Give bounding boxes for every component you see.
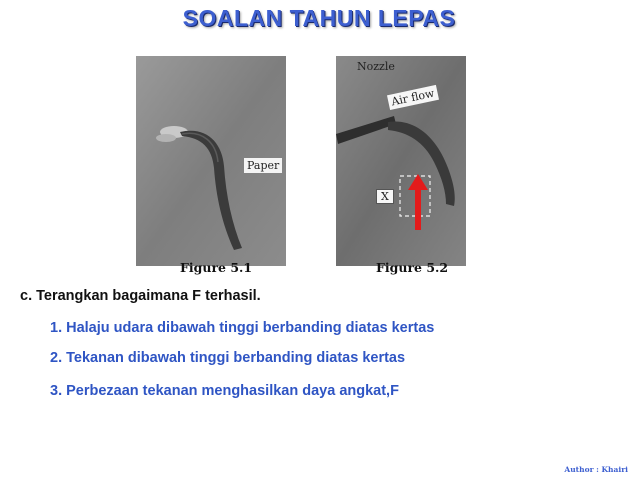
- figure-5-1-caption: Figure 5.1: [180, 260, 253, 275]
- force-arrow-icon: [406, 174, 430, 230]
- question-text: c. Terangkan bagaimana F terhasil.: [20, 288, 261, 304]
- figure-5-2-caption: Figure 5.2: [376, 260, 449, 275]
- paper-label: Paper: [244, 158, 282, 173]
- author-credit: Author : Khairi: [564, 465, 628, 474]
- figure-panel: [136, 56, 466, 278]
- answer-3: 3. Perbezaan tekanan menghasilkan daya angkat,F: [50, 383, 399, 399]
- answer-1: 1. Halaju udara dibawah tinggi berbanding diatas kertas: [50, 320, 435, 336]
- x-label: X: [376, 189, 394, 204]
- airflow-label: Air flow: [387, 85, 439, 110]
- nozzle-label: Nozzle: [357, 60, 395, 73]
- figure-5-2-photo: [336, 56, 466, 266]
- slide-title: SOALAN TAHUN LEPAS: [182, 5, 456, 31]
- answer-2: 2. Tekanan dibawah tinggi berbanding diatas kertas: [50, 350, 406, 366]
